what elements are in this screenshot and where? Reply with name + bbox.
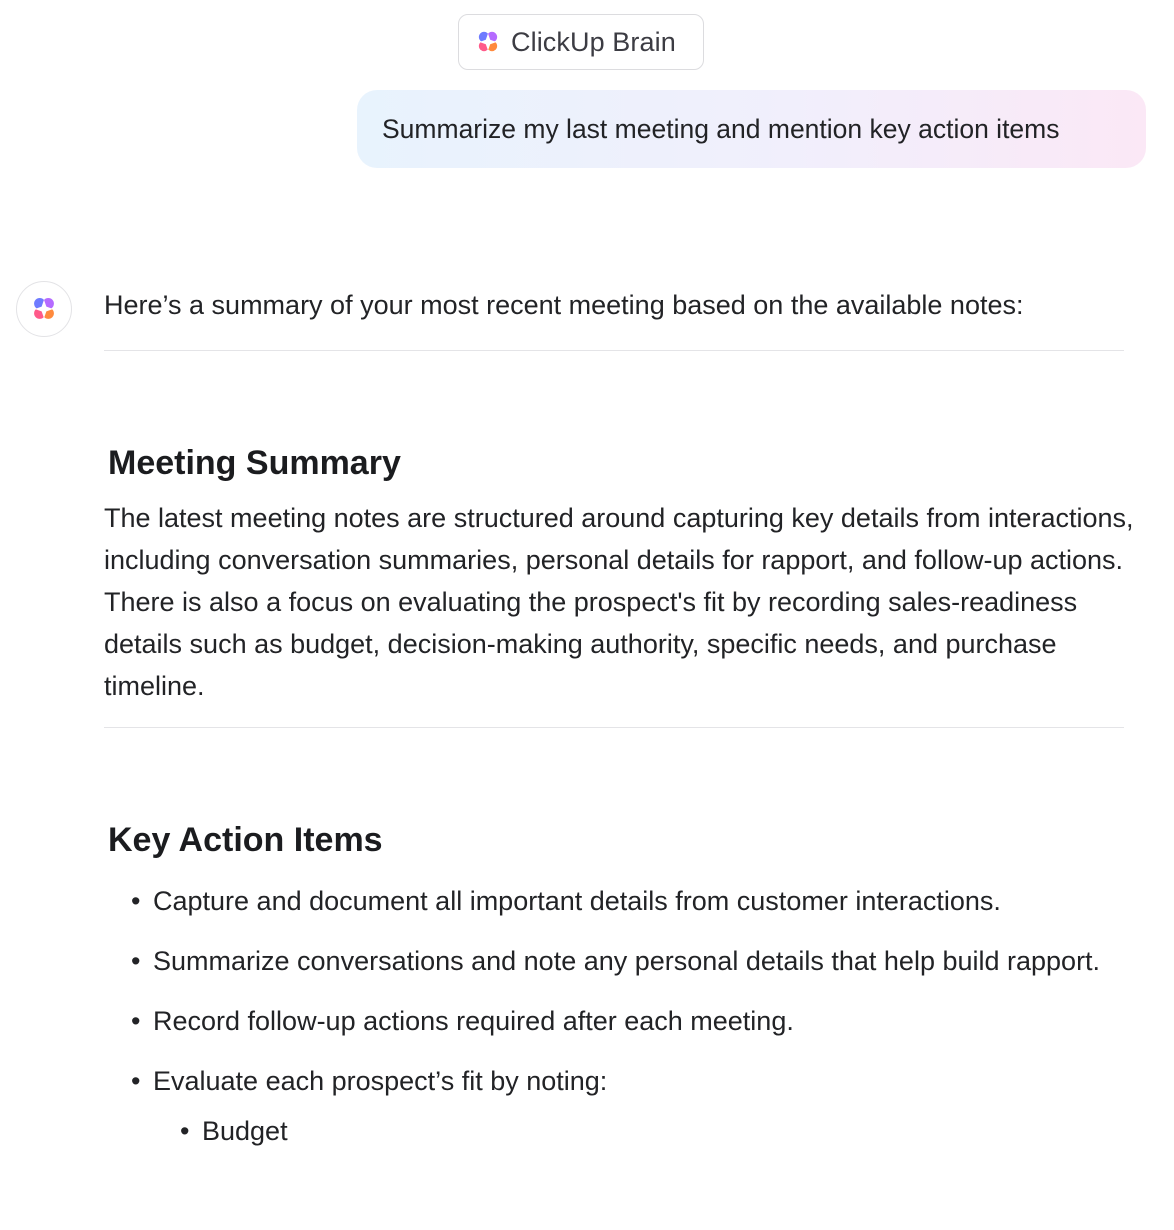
meeting-summary-body: The latest meeting notes are structured around capturing key details from interactions, including conversation summaries, personal details for rapport, and follow-up actions. There is also a focus on evaluating the prospect's fit by recording sales-readiness details such as budget, decision-making authority, specific needs, and purchase timeline. xyxy=(104,503,1134,701)
assistant-avatar xyxy=(16,281,72,337)
clickup-brain-logo-icon xyxy=(30,295,58,323)
clickup-brain-button[interactable] xyxy=(458,14,704,70)
list-item-text: Evaluate each prospect’s fit by noting: xyxy=(153,1066,608,1096)
meeting-summary-heading: Meeting Summary xyxy=(108,444,401,482)
list-item xyxy=(104,940,1104,982)
list-item-text: Capture and document all important details from customer interactions. xyxy=(153,886,1001,916)
user-message-bubble xyxy=(357,90,1146,168)
list-item-text: Summarize conversations and note any personal details that help build rapport. xyxy=(153,946,1101,976)
list-item xyxy=(104,1000,1104,1042)
divider xyxy=(104,350,1124,351)
user-message-text: Summarize my last meeting and mention key action items xyxy=(382,113,1060,144)
list-item xyxy=(104,1060,1104,1152)
list-item xyxy=(104,880,1104,922)
divider xyxy=(104,727,1124,728)
sub-list-item-text: Budget xyxy=(202,1116,288,1146)
sub-list-item xyxy=(153,1110,1104,1152)
sub-list xyxy=(153,1110,1104,1152)
brand-label: ClickUp Brain xyxy=(511,26,676,57)
assistant-intro-text: Here’s a summary of your most recent meeting based on the available notes: xyxy=(104,290,1024,320)
list-item-text: Record follow-up actions required after each meeting. xyxy=(153,1006,794,1036)
clickup-brain-logo-icon xyxy=(475,29,501,55)
key-action-items-list xyxy=(104,880,1104,1170)
key-action-items-heading: Key Action Items xyxy=(108,821,383,859)
